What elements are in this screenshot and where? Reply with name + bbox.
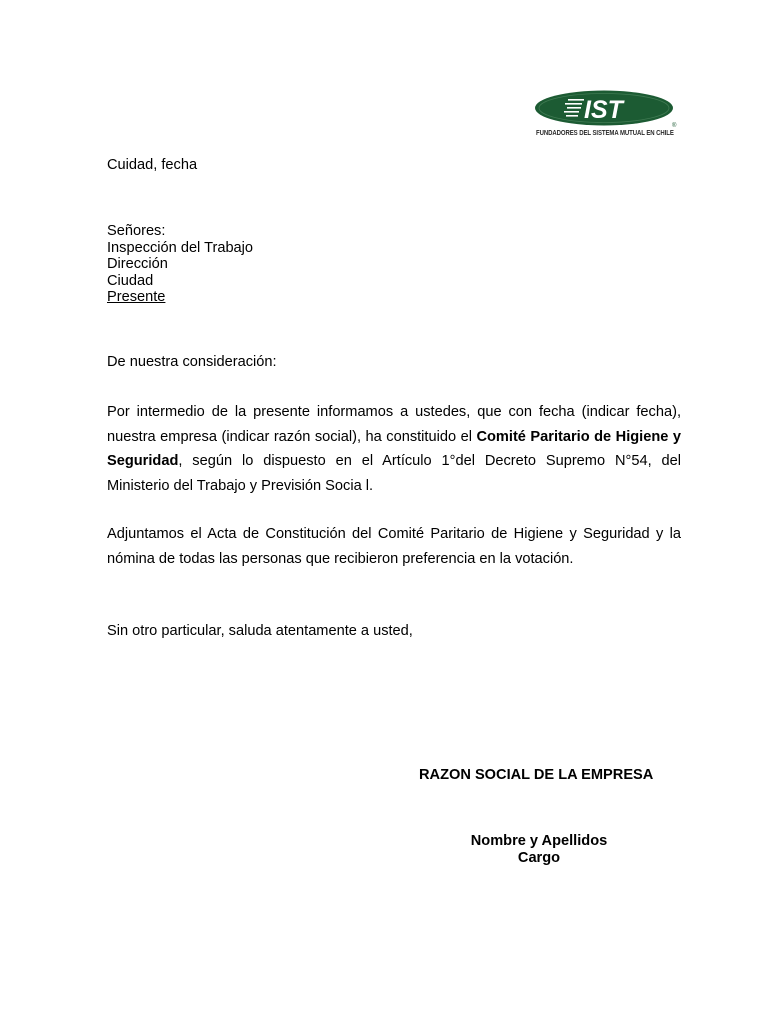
addressee-line: Inspección del Trabajo: [107, 239, 254, 256]
date-line: Cuidad, fecha: [107, 157, 198, 173]
addressee-present: Presente: [107, 289, 166, 305]
company-logo: [534, 88, 684, 144]
body-paragraph-2: Adjuntamos el Acta de Constitución del Comité Paritario de Higiene y Seguridad y la nómina de todas las personas que recibieron preferencia en la votación.: [107, 526, 681, 567]
registered-mark: ®: [672, 123, 677, 129]
committee-name: Comité Paritario de Higiene y Seguridad: [107, 428, 682, 469]
logo-brand-text: IST: [584, 96, 623, 124]
signature-company: RAZON SOCIAL DE LA EMPRESA: [419, 767, 654, 783]
paragraph-text: , según lo dispuesto en el Artículo 1°del Decreto Supremo N°54, del Ministerio del Trabajo y Previsión Socia l.: [107, 453, 681, 494]
signature-block: [440, 833, 638, 866]
addressee-block: [107, 223, 253, 306]
salutation: Señores:: [107, 223, 166, 239]
body-paragraph-1: [107, 400, 681, 498]
addressee-line: Ciudad: [107, 272, 154, 289]
paragraph-text: Por intermedio de la presente informamos a ustedes, que con fecha (indicar fecha), nuestra empresa (indicar razón social), ha constituido el: [107, 404, 681, 445]
greeting: De nuestra consideración:: [107, 354, 277, 370]
closing-line: Sin otro particular, saluda atentamente a usted,: [107, 623, 413, 639]
signature-name: Nombre y Apellidos: [470, 833, 608, 849]
signature-position: Cargo: [517, 849, 561, 866]
addressee-line: Dirección: [107, 256, 168, 272]
ist-logo-icon: [534, 88, 684, 130]
logo-tagline: FUNDADORES DEL SISTEMA MUTUAL EN CHILE: [536, 130, 674, 137]
